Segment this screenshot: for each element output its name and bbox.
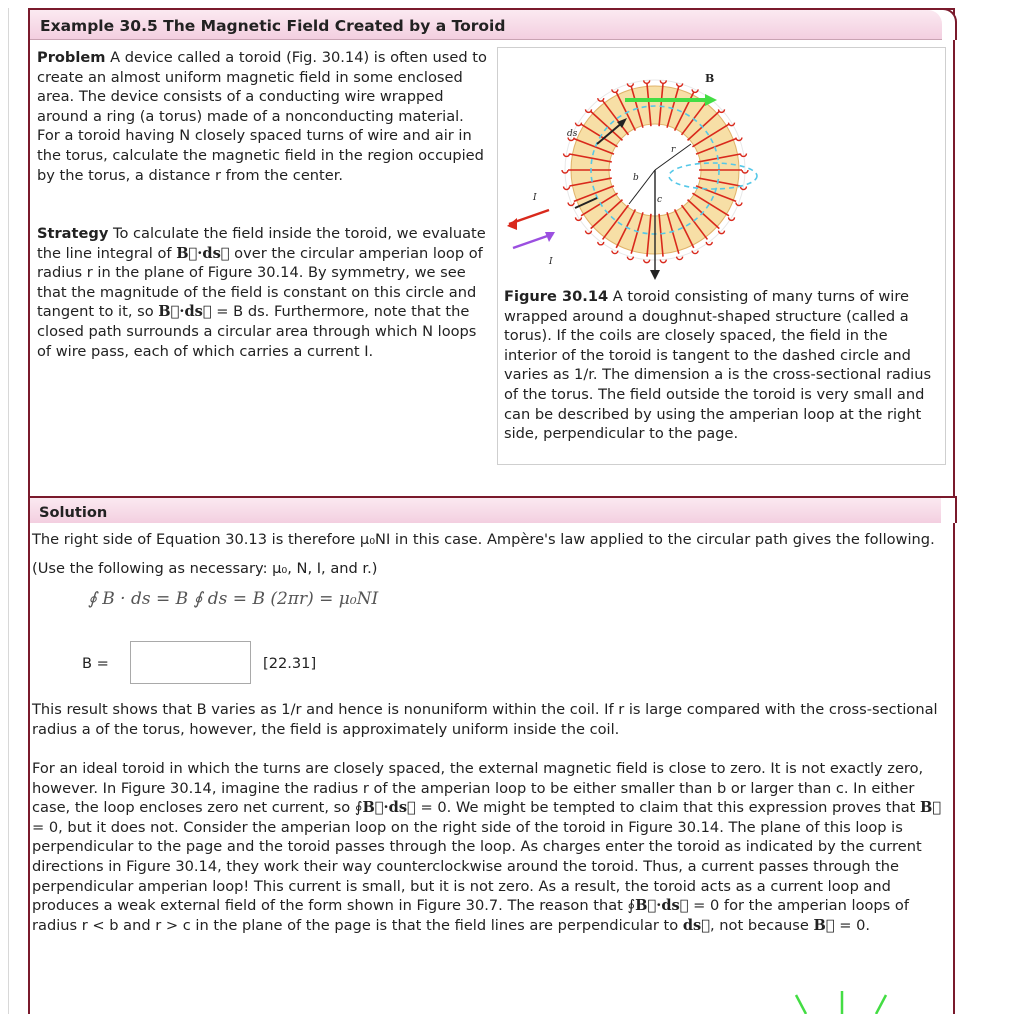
p3-text-f: = 0.: [834, 916, 871, 934]
fig-label-r: r: [671, 145, 676, 155]
solution-intro: [32, 525, 952, 583]
solution-header-cap: [941, 496, 957, 523]
b-vector-symbol: B⃗: [813, 916, 835, 934]
fig-label-ds: ds: [567, 129, 578, 139]
b-dot-ds-symbol: B⃗·ds⃗: [362, 799, 416, 817]
figure-lead: Figure 30.14: [504, 288, 609, 305]
problem-section: [37, 48, 487, 185]
p3-text-e: , not because: [710, 916, 814, 934]
example-title: Example 30.5 The Magnetic Field Created by a Toroid: [40, 17, 506, 35]
answer-label: B =: [82, 655, 109, 672]
p3-text-d: = 0 for the amperian loops of radius r < b and r > c in the plane of the page is that the field lines are perpendicular to: [32, 897, 909, 934]
answer-reference: [22.31]: [263, 655, 317, 672]
strategy-lead: Strategy: [37, 225, 109, 242]
solution-header: [30, 496, 941, 523]
strategy-section: [37, 224, 487, 361]
figure-caption: [504, 287, 944, 444]
problem-paragraph: [37, 48, 487, 185]
problem-lead: Problem: [37, 49, 106, 66]
partial-figure-bottom: [780, 985, 900, 1014]
fig-label-c: c: [657, 195, 663, 205]
strategy-text-1: To calculate the field inside the toroid, we evaluate the line integral of: [37, 225, 486, 262]
fig-label-b: b: [633, 173, 639, 183]
b-dot-ds-symbol: B⃗·ds⃗: [635, 897, 689, 915]
figure-caption-text: A toroid consisting of many turns of wire wrapped around a doughnut-shaped structure (called a torus). If the coils are closely spaced, the field in the interior of the toroid is tangent to the dashed circle and varies as 1/r. The dimension a is the cross-sectional radius of the torus. The field outside the toroid is very small and can be described by using the amperian loop at the right side, perpendicular to the page.: [504, 288, 932, 443]
solution-paragraph-1: The right side of Equation 30.13 is therefore μ₀NI in this case. Ampère's law applied to the circular path gives the following. (Use the following as necessary: μ₀, N, I, and r.): [32, 531, 935, 577]
fig-label-I-bottom: I: [549, 257, 553, 267]
fig-label-B: B: [705, 72, 715, 85]
solution-paragraph-2: This result shows that B varies as 1/r and hence is nonuniform within the coil. If r is large compared with the cross-sectional radius a of the torus, however, the field is approximately uniform inside the coil.: [32, 701, 938, 738]
amperes-law-equation: ∮ B · ds = B ∮ ds = B (2πr) = μ₀NI: [88, 589, 379, 609]
solution-paragraph-3: [32, 759, 957, 935]
strategy-paragraph: [37, 224, 487, 361]
p3-text-c: = 0, but it does not. Consider the amperian loop on the right side of the toroid in Figure 30.14. The plane of this loop is perpendicular to the page and the toroid passes through the loop. As charges enter the toroid as indicated by the current directions in Figure 30.14, they work their way counterclockwise around the toroid. Thus, a current passes through the perpendicular amperian loop! This current is small, but it is not zero. As a result, the toroid acts as a current loop and produces a weak external field of the form shown in Figure 30.7. The reason that ∮: [32, 818, 922, 915]
strategy-text-3: = B ds. Furthermore, note that the closed path surrounds a circular area through which N loops of wire pass, each of which carries a current I.: [37, 303, 477, 360]
p3-text-b: = 0. We might be tempted to claim that this expression proves that: [415, 799, 921, 817]
fig-label-I-top: I: [533, 193, 537, 203]
ds-vector-symbol: ds⃗: [682, 916, 711, 934]
solution-title: Solution: [39, 504, 108, 521]
toroid-figure: [505, 52, 775, 282]
page-left-rule: [8, 8, 9, 1014]
answer-input[interactable]: [130, 641, 251, 684]
b-dot-ds-symbol: B⃗·ds⃗: [176, 244, 230, 262]
solution-paragraph-3-block: [32, 759, 957, 935]
b-dot-ds-symbol: B⃗·ds⃗: [158, 303, 212, 321]
strategy-text-2: over the circular amperian loop of radius r in the plane of Figure 30.14. By symmetry, we see that the magnitude of the field is constant on this circle and tangent to it, so: [37, 244, 483, 321]
b-vector-symbol: B⃗: [920, 799, 942, 817]
p3-text-a: For an ideal toroid in which the turns are closely spaced, the external magnetic field is close to zero. It is not exactly zero, however. In Figure 30.14, imagine the radius r of the amperian loop to be either smaller than b or larger than c. In either case, the loop encloses zero net current, so ∮: [32, 760, 924, 817]
figure-caption-paragraph: [504, 287, 944, 444]
problem-text: A device called a toroid (Fig. 30.14) is often used to create an almost uniform magnetic field in some enclosed area. The device consists of a conducting wire wrapped around a ring (a torus) made of a nonconducting material. For a toroid having N closely spaced turns of wire and air in the torus, calculate the magnetic field in the region occupied by the torus, a distance r from the center.: [37, 49, 487, 184]
solution-paragraph-2-block: [32, 700, 952, 739]
